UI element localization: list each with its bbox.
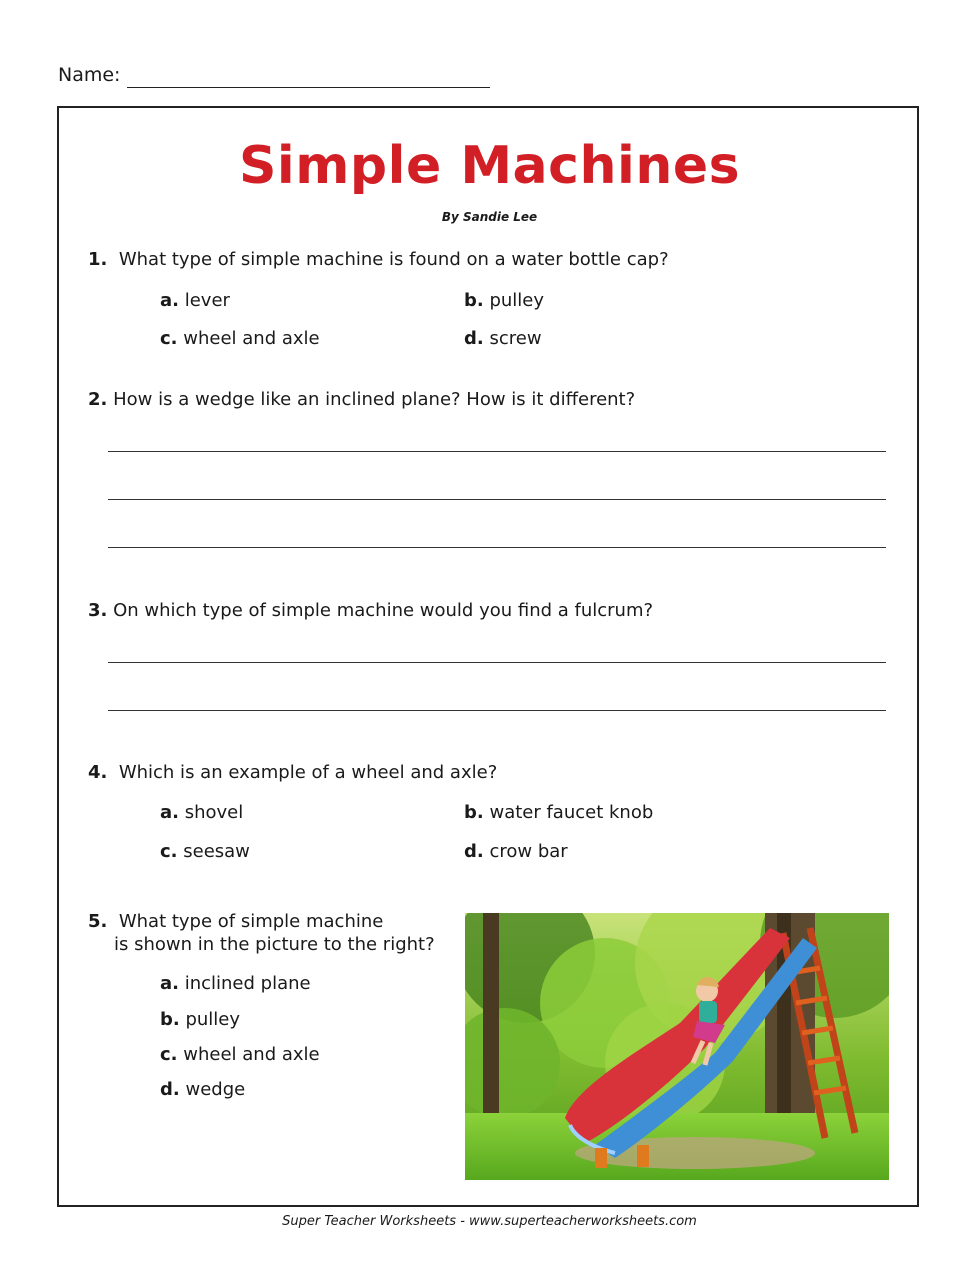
question-4 <box>88 762 497 783</box>
answer-line[interactable] <box>108 451 886 452</box>
q5-option-c[interactable] <box>160 1044 320 1065</box>
answer-line[interactable] <box>108 499 886 500</box>
option-text: wheel and axle <box>183 328 320 349</box>
option-letter: c. <box>160 841 178 862</box>
option-letter: d. <box>464 328 484 349</box>
worksheet-title: Simple Machines <box>238 136 741 196</box>
option-letter: b. <box>464 290 484 311</box>
option-text: lever <box>184 290 230 311</box>
q1-option-c[interactable] <box>160 328 320 349</box>
q5-option-b[interactable] <box>160 1009 240 1030</box>
question-text: Which is an example of a wheel and axle? <box>118 762 498 783</box>
name-label: Name: <box>58 64 121 86</box>
slide-photo <box>465 913 889 1180</box>
answer-line[interactable] <box>108 662 886 663</box>
q1-option-d[interactable] <box>464 328 542 349</box>
q4-option-a[interactable] <box>160 802 243 823</box>
question-number: 4. <box>88 762 108 783</box>
answer-line[interactable] <box>108 710 886 711</box>
option-letter: d. <box>464 841 484 862</box>
q5-option-a[interactable] <box>160 973 311 994</box>
option-text: seesaw <box>183 841 250 862</box>
q1-option-b[interactable] <box>464 290 544 311</box>
option-text: pulley <box>185 1009 241 1030</box>
option-letter: c. <box>160 328 178 349</box>
option-text: wedge <box>185 1079 246 1100</box>
question-number: 2. <box>88 389 108 410</box>
q4-option-d[interactable] <box>464 841 568 862</box>
q5-option-d[interactable] <box>160 1079 245 1100</box>
option-text: shovel <box>184 802 244 823</box>
option-letter: a. <box>160 802 179 823</box>
option-text: crow bar <box>489 841 568 862</box>
question-2 <box>88 389 635 410</box>
question-5-continued <box>114 934 435 955</box>
name-blank-line[interactable] <box>127 87 490 88</box>
option-letter: b. <box>160 1009 180 1030</box>
question-1 <box>88 249 669 270</box>
question-number: 5. <box>88 911 108 932</box>
option-text: wheel and axle <box>183 1044 320 1065</box>
option-letter: b. <box>464 802 484 823</box>
question-text: What type of simple machine is found on a water bottle cap? <box>118 249 669 270</box>
question-number: 3. <box>88 600 108 621</box>
option-text: water faucet knob <box>489 802 654 823</box>
option-letter: d. <box>160 1079 180 1100</box>
option-text: inclined plane <box>184 973 311 994</box>
answer-line[interactable] <box>108 547 886 548</box>
question-text: On which type of simple machine would you find a fulcrum? <box>113 600 654 621</box>
q4-option-b[interactable] <box>464 802 653 823</box>
option-text: screw <box>489 328 542 349</box>
question-number: 1. <box>88 249 108 270</box>
option-letter: c. <box>160 1044 178 1065</box>
footer-credit: Super Teacher Worksheets - www.superteacherworksheets.com <box>282 1214 697 1229</box>
question-5 <box>88 911 383 932</box>
option-text: pulley <box>489 290 545 311</box>
q1-option-a[interactable] <box>160 290 230 311</box>
question-text-line-2: is shown in the picture to the right? <box>114 934 435 955</box>
author-byline: By Sandie Lee <box>441 210 538 224</box>
option-letter: a. <box>160 290 179 311</box>
question-text-line-1: What type of simple machine <box>118 911 384 932</box>
question-3 <box>88 600 653 621</box>
option-letter: a. <box>160 973 179 994</box>
question-text: How is a wedge like an inclined plane? How is it different? <box>113 389 636 410</box>
q4-option-c[interactable] <box>160 841 250 862</box>
